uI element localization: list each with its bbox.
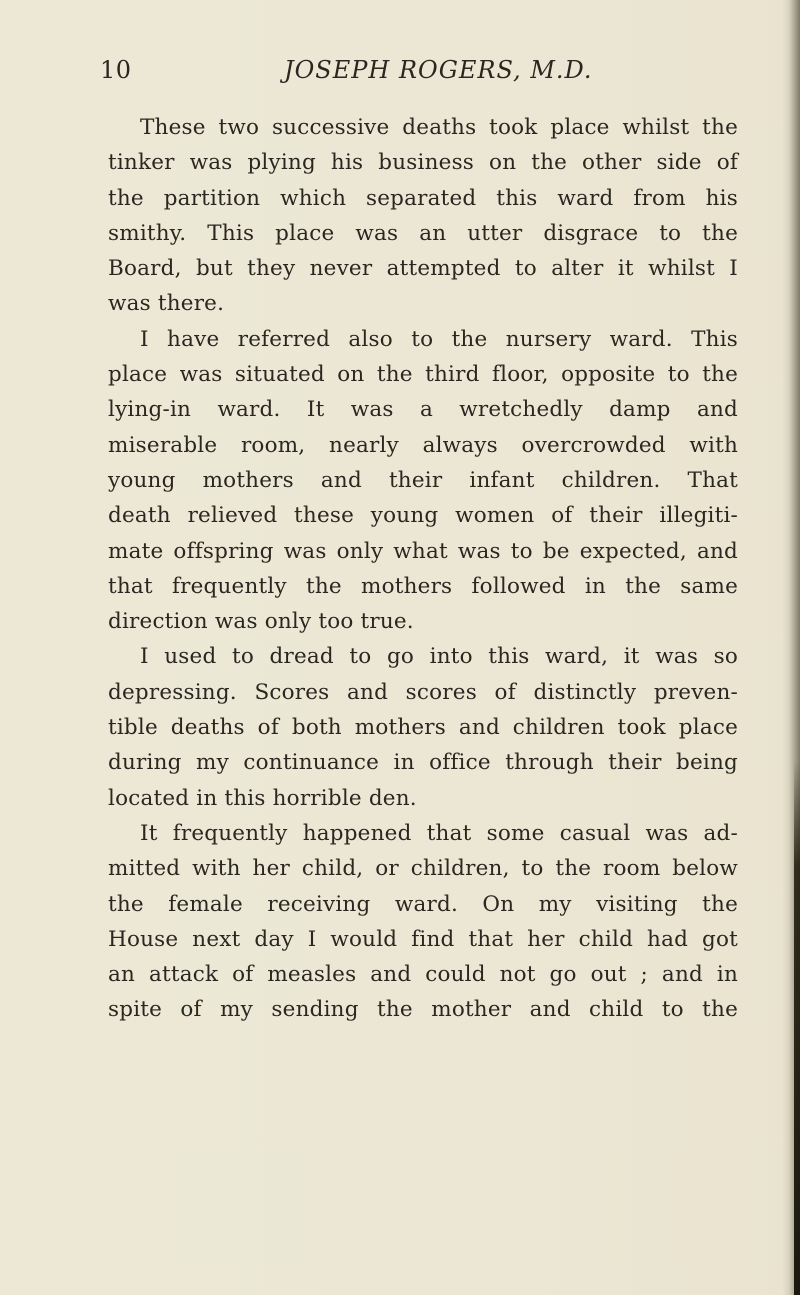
text-line: that frequently the mothers followed in the same bbox=[108, 573, 738, 599]
text-line: It frequently happened that some casual was ad- bbox=[140, 820, 738, 846]
page-number: 10 bbox=[100, 56, 132, 84]
text-line: during my continuance in office through their being bbox=[108, 750, 738, 776]
text-line: located in this horrible den. bbox=[108, 785, 417, 811]
text-line: Board, but they never attempted to alter it whilst I bbox=[108, 256, 738, 282]
text-line: tinker was plying his business on the other side of bbox=[108, 150, 738, 176]
text-line: depressing. Scores and scores of distinctly preven- bbox=[108, 679, 738, 705]
text-line: mate offspring was only what was to be expected, and bbox=[108, 538, 738, 564]
text-line: lying-in ward. It was a wretchedly damp and bbox=[108, 397, 738, 423]
text-line: smithy. This place was an utter disgrace to the bbox=[108, 220, 738, 246]
running-head bbox=[0, 56, 800, 96]
text-line: spite of my sending the mother and child to the bbox=[108, 997, 738, 1023]
text-line: place was situated on the third floor, opposite to the bbox=[108, 362, 738, 388]
text-line: I used to dread to go into this ward, it was so bbox=[140, 644, 738, 670]
text-line: mitted with her child, or children, to the room below bbox=[108, 856, 738, 882]
page-edge-dark bbox=[794, 760, 800, 1295]
text-line: tible deaths of both mothers and children took place bbox=[108, 715, 738, 741]
text-line: the female receiving ward. On my visiting the bbox=[108, 891, 738, 917]
text-line: I have referred also to the nursery ward. This bbox=[140, 326, 738, 352]
text-line: young mothers and their infant children. That bbox=[108, 467, 738, 493]
text-line: These two successive deaths took place whilst the bbox=[140, 115, 738, 140]
text-line: an attack of measles and could not go out ; and in bbox=[108, 962, 738, 988]
text-line: House next day I would find that her child had got bbox=[108, 926, 738, 952]
text-line: death relieved these young women of their illegiti- bbox=[108, 503, 738, 529]
body-text bbox=[108, 110, 738, 1028]
text-line: direction was only too true. bbox=[108, 609, 414, 635]
text-line: miserable room, nearly always overcrowded with bbox=[108, 432, 738, 458]
text-line: the partition which separated this ward from his bbox=[108, 185, 738, 211]
text-line: was there. bbox=[108, 291, 225, 317]
running-title: JOSEPH ROGERS, M.D. bbox=[284, 56, 593, 84]
